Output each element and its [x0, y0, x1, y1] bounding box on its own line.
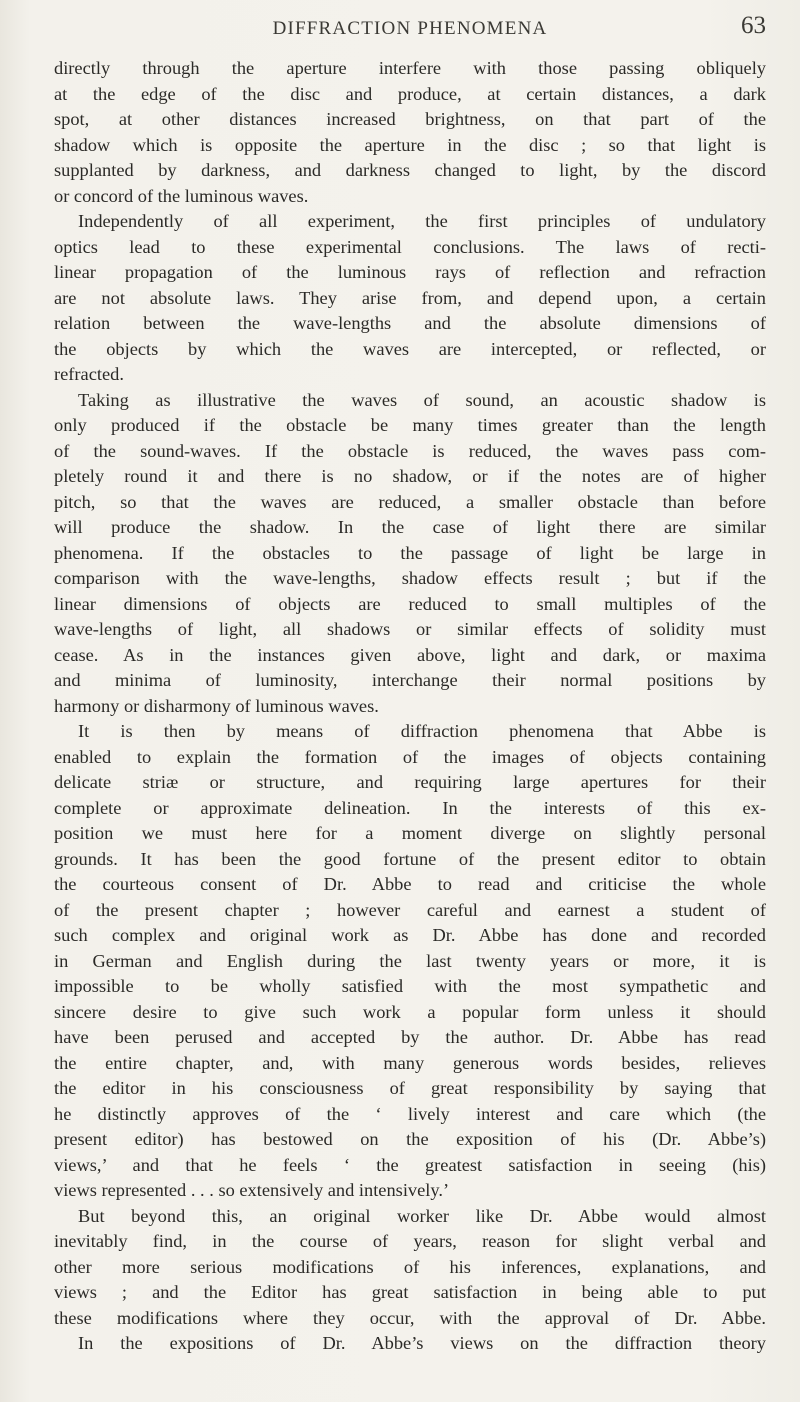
running-title: DIFFRACTION PHENOMENA [272, 18, 548, 39]
text-line: phenomena. If the obstacles to the passage of light be large in [54, 542, 766, 563]
text-line: in German and English during the last twenty years or more, it is [54, 950, 766, 971]
text-line: have been perused and accepted by the author. Dr. Abbe has read [54, 1027, 766, 1047]
text-line: will produce the shadow. In the case of light there are similar [54, 517, 766, 537]
text-line: grounds. It has been the good fortune of the present editor to obtain [54, 848, 766, 869]
text-line: linear dimensions of objects are reduced to small multiples of the [54, 593, 766, 614]
text-line: he distinctly approves of the ‘ lively interest and care which (the [54, 1103, 766, 1124]
text-line: pitch, so that the waves are reduced, a smaller obstacle than before [54, 491, 766, 512]
text-line: and minima of luminosity, interchange their normal positions by [54, 670, 766, 690]
text-line: are not absolute laws. They arise from, and depend upon, a certain [54, 287, 766, 308]
text-line: cease. As in the instances given above, light and dark, or maxima [54, 644, 766, 665]
text-line: the editor in his consciousness of great responsibility by saying that [54, 1078, 766, 1098]
text-line: It is then by means of diffraction phenomena that Abbe is [78, 721, 766, 741]
text-line: the entire chapter, and, with many generous words besides, relieves [54, 1052, 766, 1073]
text-line: harmony or disharmony of luminous waves. [54, 695, 379, 716]
text-line: other more serious modifications of his inferences, explanations, and [54, 1256, 766, 1277]
text-line: relation between the wave-lengths and the absolute dimensions of [54, 313, 766, 333]
text-line: In the expositions of Dr. Abbe’s views on the diffraction theory [78, 1333, 766, 1353]
text-line: these modifications where they occur, with the approval of Dr. Abbe. [54, 1307, 766, 1328]
text-line: spot, at other distances increased brightness, on that part of the [54, 109, 766, 129]
text-line: at the edge of the disc and produce, at certain distances, a dark [54, 83, 766, 104]
text-line: impossible to be wholly satisfied with the most sympathetic and [54, 976, 766, 996]
text-line: refracted. [54, 364, 124, 384]
text-line: complete or approximate delineation. In the interests of this ex- [54, 797, 766, 818]
text-line: inevitably find, in the course of years, reason for slight verbal and [54, 1231, 766, 1251]
text-line: directly through the aperture interfere with those passing obliquely [54, 58, 766, 78]
text-line: views,’ and that he feels ‘ the greatest satisfaction in seeing (his) [54, 1154, 766, 1175]
text-line: the objects by which the waves are intercepted, or reflected, or [54, 338, 766, 359]
text-line: only produced if the obstacle be many times greater than the length [54, 415, 766, 435]
text-line: pletely round it and there is no shadow, or if the notes are of higher [54, 466, 766, 486]
text-line: wave-lengths of light, all shadows or similar effects of solidity must [54, 619, 766, 639]
text-line: shadow which is opposite the aperture in the disc ; so that light is [54, 134, 766, 155]
text-line: enabled to explain the formation of the images of objects containing [54, 746, 766, 767]
text-line: views represented . . . so extensively and intensively.’ [54, 1180, 450, 1200]
running-head [54, 12, 766, 50]
body-text [54, 56, 766, 1357]
text-line: position we must here for a moment diverge on slightly personal [54, 823, 766, 843]
text-line: present editor) has bestowed on the exposition of his (Dr. Abbe’s) [54, 1129, 766, 1149]
text-line: comparison with the wave-lengths, shadow effects result ; but if the [54, 568, 766, 588]
text-line: of the sound-waves. If the obstacle is reduced, the waves pass com- [54, 440, 766, 461]
text-line: Taking as illustrative the waves of sound, an acoustic shadow is [78, 389, 766, 410]
text-line: supplanted by darkness, and darkness changed to light, by the discord [54, 160, 766, 180]
text-line: or concord of the luminous waves. [54, 185, 309, 206]
text-line: sincere desire to give such work a popular form unless it should [54, 1001, 766, 1022]
text-line: But beyond this, an original worker like Dr. Abbe would almost [78, 1205, 766, 1226]
text-line: optics lead to these experimental conclusions. The laws of recti- [54, 236, 766, 257]
text-line: Independently of all experiment, the first principles of undulatory [78, 211, 766, 231]
page-number: 63 [741, 12, 766, 39]
text-line: views ; and the Editor has great satisfaction in being able to put [54, 1282, 766, 1302]
text-line: the courteous consent of Dr. Abbe to read and criticise the whole [54, 874, 766, 894]
text-line: delicate striæ or structure, and requiring large apertures for their [54, 772, 766, 792]
text-line: such complex and original work as Dr. Abbe has done and recorded [54, 925, 766, 945]
text-line: of the present chapter ; however careful and earnest a student of [54, 899, 766, 920]
text-line: linear propagation of the luminous rays of reflection and refraction [54, 262, 766, 282]
